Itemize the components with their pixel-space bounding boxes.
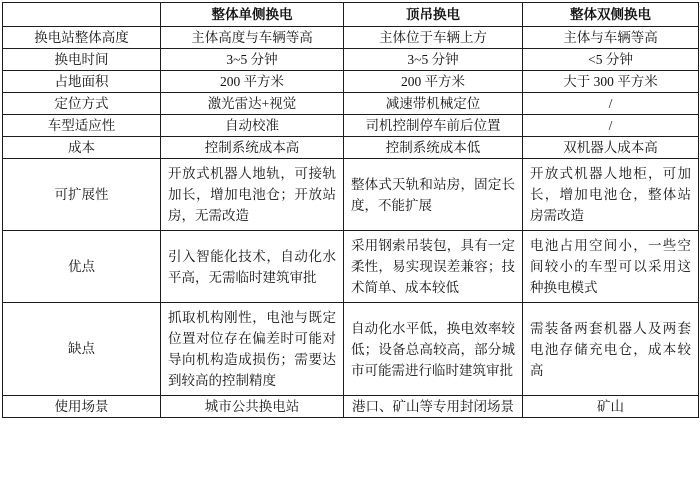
table-cell: 主体高度与车辆等高: [161, 27, 344, 49]
header-row: [3, 3, 699, 27]
comparison-table: [2, 2, 699, 418]
table-cell: 开放式机器人地轨，可接轨加长，增加电池仓；开放站房，无需改造: [161, 159, 344, 231]
row-label: 占地面积: [3, 71, 161, 93]
row-label: 定位方式: [3, 93, 161, 115]
table-cell: 双机器人成本高: [523, 137, 699, 159]
table-body: [3, 27, 699, 418]
table-row: [3, 27, 699, 49]
table-row: [3, 231, 699, 303]
header-cell: 整体双侧换电: [523, 3, 699, 27]
table-row: [3, 71, 699, 93]
row-label: 换电时间: [3, 49, 161, 71]
table-cell: 采用钢索吊装包，具有一定柔性，易实现误差兼容；技术简单、成本较低: [344, 231, 523, 303]
table-cell: 主体位于车辆上方: [344, 27, 523, 49]
table-cell: 激光雷达+视觉: [161, 93, 344, 115]
table-cell: 矿山: [523, 396, 699, 418]
table-row: [3, 303, 699, 396]
table-cell: 控制系统成本高: [161, 137, 344, 159]
row-label: 换电站整体高度: [3, 27, 161, 49]
table-cell: <5 分钟: [523, 49, 699, 71]
table-cell: 港口、矿山等专用封闭场景: [344, 396, 523, 418]
table-row: [3, 137, 699, 159]
table-cell: 整体式天轨和站房，固定长度，不能扩展: [344, 159, 523, 231]
table-cell: 司机控制停车前后位置: [344, 115, 523, 137]
table-cell: 自动化水平低，换电效率较低；设备总高较高，部分城市可能需进行临时建筑审批: [344, 303, 523, 396]
row-label: 车型适应性: [3, 115, 161, 137]
table-cell: 3~5 分钟: [161, 49, 344, 71]
table-header: [3, 3, 699, 27]
row-label: 缺点: [3, 303, 161, 396]
header-cell: 顶吊换电: [344, 3, 523, 27]
row-label: 成本: [3, 137, 161, 159]
row-label: 使用场景: [3, 396, 161, 418]
table-cell: 主体与车辆等高: [523, 27, 699, 49]
table-cell: 引入智能化技术，自动化水平高，无需临时建筑审批: [161, 231, 344, 303]
table-cell: /: [523, 115, 699, 137]
table-cell: 控制系统成本低: [344, 137, 523, 159]
table-row: [3, 159, 699, 231]
table-cell: 200 平方米: [161, 71, 344, 93]
table-cell: 电池占用空间小，一些空间较小的车型可以采用这种换电模式: [523, 231, 699, 303]
table-row: [3, 115, 699, 137]
table-row: [3, 49, 699, 71]
table-row: [3, 93, 699, 115]
header-cell-blank: [3, 3, 161, 27]
table-cell: 减速带机械定位: [344, 93, 523, 115]
row-label: 优点: [3, 231, 161, 303]
table-row: [3, 396, 699, 418]
table-cell: 需装备两套机器人及两套电池存储充电仓，成本较高: [523, 303, 699, 396]
table-cell: /: [523, 93, 699, 115]
table-cell: 大于 300 平方米: [523, 71, 699, 93]
table-cell: 开放式机器人地柜，可加长，增加电池仓，整体站房需改造: [523, 159, 699, 231]
table-cell: 自动校准: [161, 115, 344, 137]
table-cell: 3~5 分钟: [344, 49, 523, 71]
table-cell: 城市公共换电站: [161, 396, 344, 418]
header-cell: 整体单侧换电: [161, 3, 344, 27]
table-cell: 200 平方米: [344, 71, 523, 93]
row-label: 可扩展性: [3, 159, 161, 231]
table-cell: 抓取机构刚性，电池与既定位置对位存在偏差时可能对导向机构造成损伤；需要达到较高的控制精度: [161, 303, 344, 396]
